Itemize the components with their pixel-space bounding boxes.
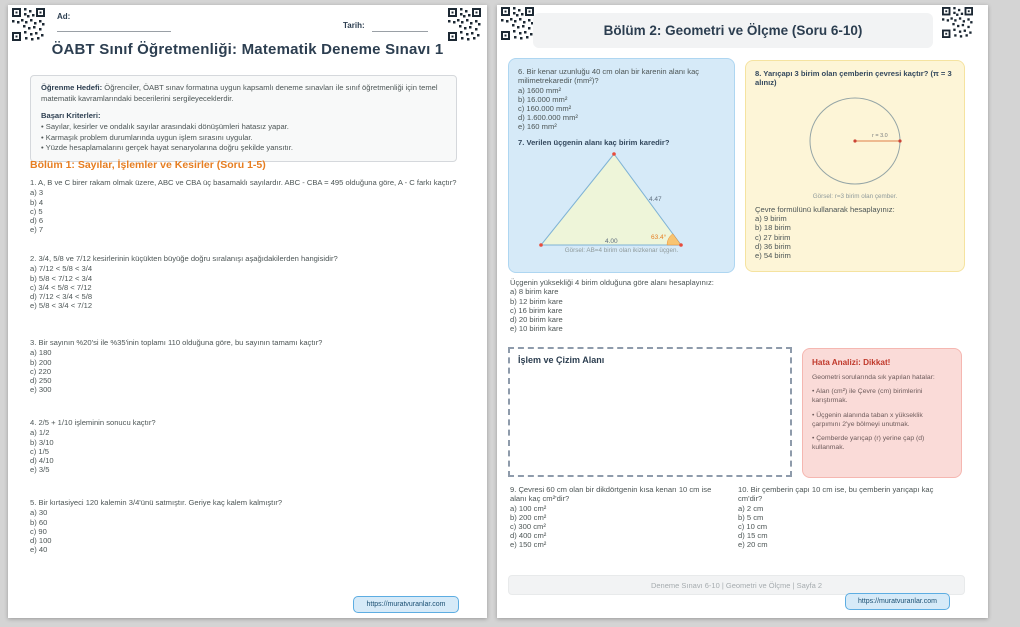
answer-option: c) 300 cm² xyxy=(510,522,546,531)
error-analysis-item: • Çemberde yarıçap (r) yerine çap (d) kullanmak. xyxy=(812,434,925,452)
answer-option: e) 20 cm xyxy=(738,540,768,550)
learning-objective-box xyxy=(30,75,457,162)
question-7-heading: 7. Verilen üçgenin alanı kaç birim karedir? xyxy=(518,137,670,147)
qr-code-icon xyxy=(12,8,45,41)
answer-option: a) 1/2 xyxy=(30,428,50,438)
answer-option: d) 100 xyxy=(30,536,52,546)
answer-option: a) 3 xyxy=(30,188,44,198)
answer-option: a) 30 xyxy=(30,508,48,518)
answer-option: c) 16 birim kare xyxy=(510,305,563,315)
question-4 xyxy=(30,418,460,474)
qr-code-icon xyxy=(448,8,481,41)
question-prompt: Çevre formülünü kullanarak hesaplayınız: xyxy=(755,204,895,214)
answer-option: b) 200 xyxy=(30,357,52,367)
answer-option: b) 12 birim kare xyxy=(510,296,563,306)
figure-caption: Görsel: AB=4 birim olan ikizkenar üçgen. xyxy=(564,246,679,254)
answer-option: b) 18 birim xyxy=(755,223,791,233)
question-stem: 5. Bir kırtasiyeci 120 kalemin 3/4'ünü satmıştır. Geriye kaç kalem kalmıştır? xyxy=(30,498,283,507)
criteria-item: • Sayılar, kesirler ve ondalık sayılar arasındaki dönüşümleri hatasız yapar. xyxy=(41,121,289,131)
date-field-label: Tarih: xyxy=(343,21,365,30)
website-link-badge[interactable]: https://muratvuranlar.com xyxy=(353,596,459,613)
question-1 xyxy=(30,178,460,234)
answer-option: c) 160.000 mm² xyxy=(518,104,572,113)
error-analysis-item: • Alan (cm²) ile Çevre (cm) birimlerini karıştırmak. xyxy=(812,388,923,405)
answer-option: b) 16.000 mm² xyxy=(518,94,568,104)
question-6-7-box xyxy=(508,58,735,273)
criteria-item: • Karmaşık problem durumlarında uygun işlem sırasını uygular. xyxy=(41,132,253,142)
question-9 xyxy=(510,485,722,550)
question-5 xyxy=(30,498,460,554)
question-stem: 10. Bir çemberin çapı 10 cm ise, bu çemberin yarıçapı kaç cm'dir? xyxy=(738,485,934,504)
exam-page-1 xyxy=(8,5,487,618)
base-length-label: 4.00 xyxy=(605,237,618,245)
question-10 xyxy=(738,485,958,550)
question-stem: 2. 3/4, 5/8 ve 7/12 kesirlerinin küçükten büyüğe doğru sıralanışı aşağıdakilerden hangisidir? xyxy=(30,254,338,263)
answer-option: c) 1/5 xyxy=(30,446,49,456)
error-analysis-box xyxy=(802,348,962,478)
answer-option: e) 3/5 xyxy=(30,465,50,475)
criteria-label: Başarı Kriterleri: xyxy=(41,111,101,121)
answer-option: a) 100 cm² xyxy=(510,503,547,513)
angle-label: 63.4° xyxy=(651,233,667,241)
question-8-heading: 8. Yarıçapı 3 birim olan çemberin çevresi kaçtır? (π = 3 alınız) xyxy=(755,69,952,88)
website-link-badge[interactable]: https://muratvuranlar.com xyxy=(845,593,950,610)
section-2-header: Bölüm 2: Geometri ve Ölçme (Soru 6-10) xyxy=(533,13,933,48)
objective-text xyxy=(41,83,446,104)
question-stem: 9. Çevresi 60 cm olan bir dikdörtgenin kısa kenarı 10 cm ise alanı kaç cm²'dir? xyxy=(510,485,712,504)
exam-title: ÖABT Sınıf Öğretmenliği: Matematik Deneme Sınavı 1 xyxy=(51,41,444,58)
qr-code-icon xyxy=(942,7,973,38)
answer-option: c) 90 xyxy=(30,526,47,536)
radius-label: r = 3.0 xyxy=(872,132,888,139)
answer-option: c) 10 cm xyxy=(738,522,768,531)
name-field-label: Ad: xyxy=(57,12,71,21)
answer-option: b) 4 xyxy=(30,197,44,207)
answer-option: b) 200 cm² xyxy=(510,512,547,522)
answer-option: e) 150 cm² xyxy=(510,540,547,550)
question-stem: 3. Bir sayının %20'si ile %35'inin toplamı 110 olduğuna göre, bu sayının tamamı kaçtır? xyxy=(30,338,323,347)
answer-option: b) 5 cm xyxy=(738,512,764,522)
objective-label: Öğrenme Hedefi: xyxy=(41,83,103,92)
answer-option: d) 1.600.000 mm² xyxy=(518,113,578,123)
objective-body: Öğrenciler, ÖABT sınav formatına uygun kapsamlı deneme sınavları ile sınıf öğretmenliği için temel matematik kavramlarındaki becerilerini sergileyeceklerdir. xyxy=(41,83,438,103)
answer-option: a) 8 birim kare xyxy=(510,287,559,297)
answer-option: a) 9 birim xyxy=(755,214,787,224)
question-stem: 1. A, B ve C birer rakam olmak üzere, ABC ve CBA üç basamaklı sayılardır. ABC - CBA = 495 olduğuna göre, A - C farkı kaçtır? xyxy=(30,178,457,187)
section-1-heading: Bölüm 1: Sayılar, İşlemler ve Kesirler (Soru 1-5) xyxy=(30,159,266,171)
name-field-line xyxy=(57,31,171,32)
answer-option: c) 3/4 < 5/8 < 7/12 xyxy=(30,282,92,292)
answer-option: d) 20 birim kare xyxy=(510,314,563,324)
answer-option: a) 180 xyxy=(30,348,52,358)
error-analysis-intro: Geometri sorularında sık yapılan hatalar: xyxy=(812,374,935,382)
answer-option: e) 54 birim xyxy=(755,251,791,260)
answer-option: d) 7/12 < 3/4 < 5/8 xyxy=(30,292,93,302)
answer-option: d) 4/10 xyxy=(30,456,54,466)
answer-option: c) 5 xyxy=(30,206,43,216)
answer-option: a) 2 cm xyxy=(738,503,764,513)
answer-option: e) 160 mm² xyxy=(518,122,557,132)
circle-figure xyxy=(755,90,955,192)
question-8-box xyxy=(745,60,965,272)
question-3 xyxy=(30,338,460,394)
answer-option: e) 300 xyxy=(30,385,52,395)
answer-option: e) 10 birim kare xyxy=(510,324,563,334)
error-analysis-title: Hata Analizi: Dikkat! xyxy=(812,358,891,367)
side-length-label: 4.47 xyxy=(649,195,662,203)
question-prompt: Üçgenin yüksekliği 4 birim olduğuna göre alanı hesaplayınız: xyxy=(510,278,714,287)
answer-option: e) 40 xyxy=(30,545,48,555)
question-2 xyxy=(30,254,460,310)
answer-option: a) 1600 mm² xyxy=(518,85,562,95)
qr-code-icon xyxy=(501,7,534,40)
error-analysis-item: • Üçgenin alanında taban x yükseklik çarpımını 2'ye bölmeyi unutmak. xyxy=(812,411,923,428)
answer-option: c) 27 birim xyxy=(755,232,791,242)
question-7-followup xyxy=(510,278,728,333)
answer-option: b) 5/8 < 7/12 < 3/4 xyxy=(30,273,93,283)
work-drawing-area xyxy=(508,347,792,477)
question-stem: 4. 2/5 + 1/10 işleminin sonucu kaçtır? xyxy=(30,418,156,427)
answer-option: b) 60 xyxy=(30,517,48,527)
answer-option: d) 36 birim xyxy=(755,241,791,251)
answer-option: c) 220 xyxy=(30,366,52,376)
figure-caption: Görsel: r=3 birim olan çember. xyxy=(812,192,898,200)
date-field-line xyxy=(372,31,428,32)
criteria-item: • Yüzde hesaplamalarını gerçek hayat senaryolarına doğru şekilde yansıtır. xyxy=(41,143,293,153)
answer-option: d) 250 xyxy=(30,376,52,386)
answer-option: e) 5/8 < 3/4 < 7/12 xyxy=(30,301,93,311)
triangle-figure xyxy=(519,149,724,253)
answer-option: d) 15 cm xyxy=(738,531,768,541)
answer-option: b) 3/10 xyxy=(30,437,54,447)
answer-option: d) 400 cm² xyxy=(510,531,547,541)
answer-option: a) 7/12 < 5/8 < 3/4 xyxy=(30,264,93,274)
answer-option: e) 7 xyxy=(30,225,44,235)
exam-page-2 xyxy=(497,5,988,618)
work-area-label: İşlem ve Çizim Alanı xyxy=(518,355,605,365)
page-footer-bar: Deneme Sınavı 6-10 | Geometri ve Ölçme | Sayfa 2 xyxy=(508,575,965,595)
answer-option: d) 6 xyxy=(30,216,44,226)
question-stem: 6. Bir kenar uzunluğu 40 cm olan bir karenin alanı kaç milimetrekaredir (mm²)? xyxy=(518,67,700,86)
